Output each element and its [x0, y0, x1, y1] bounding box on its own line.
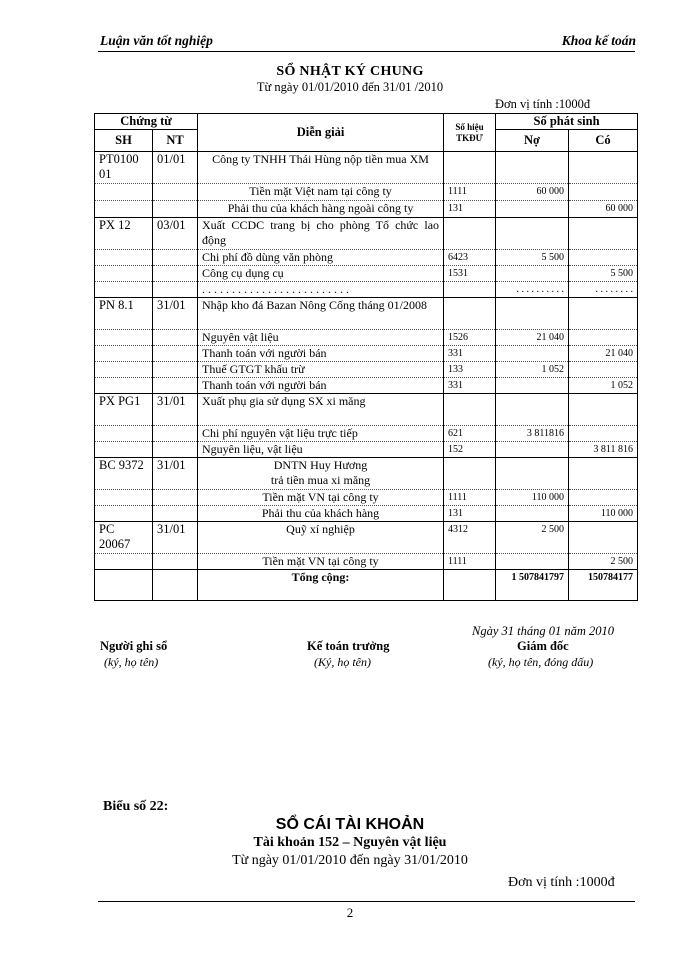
cell-desc: Chi phí đồ dùng văn phòng — [198, 250, 444, 266]
table-row — [95, 506, 638, 522]
journal-unit: Đơn vị tính :1000đ — [495, 97, 591, 111]
signer-note-recorder: (ký, họ tên) — [104, 655, 159, 669]
cell-acc: 133 — [444, 362, 496, 378]
signer-title-director: Giám đốc — [517, 639, 569, 653]
cell-desc-line2: trả tiền mua xi măng — [270, 473, 371, 487]
total-no: 1 507841797 — [496, 570, 569, 601]
table-row — [95, 426, 638, 442]
cell-no: 1 052 — [496, 362, 569, 378]
table-row — [95, 201, 638, 218]
journal-title: SỔ NHẬT KÝ CHUNG — [276, 64, 424, 79]
cell-co — [569, 490, 638, 506]
cell-acc — [444, 394, 496, 426]
cell-desc: Thuế GTGT khấu trừ — [198, 362, 444, 378]
cell-no — [496, 218, 569, 250]
table-row — [95, 184, 638, 201]
col-co: Có — [569, 130, 638, 152]
cell-acc: 1526 — [444, 330, 496, 346]
total-label: Tổng cộng: — [198, 570, 444, 601]
journal-period: Từ ngày 01/01/2010 đến 31/01 /2010 — [256, 80, 444, 94]
cell-no: 5 500 — [496, 250, 569, 266]
cell-nt: 31/01 — [153, 298, 198, 330]
cell-no: . . . . . . . . . . — [496, 282, 569, 298]
signer-note-chief-accountant: (Ký, họ tên) — [314, 655, 371, 669]
cell-desc: Tiền mặt VN tại công ty — [198, 490, 444, 506]
signer-title-recorder: Người ghi sổ — [100, 639, 168, 653]
cell-no: 21 040 — [496, 330, 569, 346]
cell-no — [496, 152, 569, 184]
cell-no — [496, 201, 569, 218]
cell-desc: Xuất CCDC trang bị cho phòng Tổ chức lao động — [198, 218, 444, 250]
cell-desc: Công cụ dụng cụ — [198, 266, 444, 282]
cell-no: 2 500 — [496, 522, 569, 554]
cell-acc: 1111 — [444, 184, 496, 201]
table-row — [95, 378, 638, 394]
cell-sh: PC 20067 — [95, 522, 153, 554]
cell-desc-line1: DNTN Huy Hương — [273, 458, 368, 472]
cell-acc: 6423 — [444, 250, 496, 266]
ledger-title: SỔ CÁI TÀI KHOẢN — [275, 816, 425, 833]
cell-acc: 4312 — [444, 522, 496, 554]
table-row — [95, 458, 638, 490]
cell-desc: Nhập kho đá Bazan Nông Cống tháng 01/2008 — [198, 298, 444, 330]
table-row — [95, 442, 638, 458]
cell-no — [496, 506, 569, 522]
cell-desc: Xuất phụ gia sử dụng SX xi măng — [198, 394, 444, 426]
table-row — [95, 298, 638, 330]
cell-co — [569, 362, 638, 378]
cell-acc — [444, 282, 496, 298]
cell-acc — [444, 152, 496, 184]
cell-co — [569, 458, 638, 490]
cell-co: 3 811 816 — [569, 442, 638, 458]
cell-co: 2 500 — [569, 554, 638, 570]
signer-title-chief-accountant: Kế toán trưởng — [307, 639, 390, 653]
cell-desc: Phải thu của khách hàng ngoài công ty — [198, 201, 444, 218]
cell-nt: 01/01 — [153, 152, 198, 184]
cell-sh: PX PG1 — [95, 394, 153, 426]
cell-acc — [444, 458, 496, 490]
cell-co — [569, 298, 638, 330]
page-number: 2 — [346, 905, 354, 920]
cell-acc: 131 — [444, 201, 496, 218]
header-rule — [98, 51, 635, 52]
cell-co — [569, 218, 638, 250]
table-row — [95, 282, 638, 298]
table-row — [95, 250, 638, 266]
cell-desc: Nguyên vật liệu — [198, 330, 444, 346]
cell-co: 1 052 — [569, 378, 638, 394]
cell-desc: Tiền mặt VN tại công ty — [198, 554, 444, 570]
cell-desc: Thanh toán với người bán — [198, 378, 444, 394]
cell-co — [569, 426, 638, 442]
cell-nt: 03/01 — [153, 218, 198, 250]
cell-desc: Nguyên liệu, vật liệu — [198, 442, 444, 458]
cell-co — [569, 330, 638, 346]
table-row — [95, 522, 638, 554]
cell-sh: PX 12 — [95, 218, 153, 250]
cell-acc: 621 — [444, 426, 496, 442]
ledger-period: Từ ngày 01/01/2010 đến ngày 31/01/2010 — [232, 853, 468, 868]
cell-no — [496, 458, 569, 490]
cell-desc: . . . . . . . . . . . . . . . . . . . . . . . . . — [198, 282, 444, 298]
cell-acc: 131 — [444, 506, 496, 522]
cell-desc: Thanh toán với người bán — [198, 346, 444, 362]
cell-acc — [444, 298, 496, 330]
table-row — [95, 218, 638, 250]
cell-co: 5 500 — [569, 266, 638, 282]
table-row — [95, 362, 638, 378]
cell-no — [496, 554, 569, 570]
cell-no: 110 000 — [496, 490, 569, 506]
cell-co: 21 040 — [569, 346, 638, 362]
table-row — [95, 266, 638, 282]
cell-co — [569, 250, 638, 266]
cell-desc: Phải thu của khách hàng — [198, 506, 444, 522]
cell-acc — [444, 218, 496, 250]
col-nt: NT — [153, 130, 198, 152]
journal-table — [94, 113, 638, 601]
cell-acc: 331 — [444, 346, 496, 362]
signer-note-director: (ký, họ tên, đóng dấu) — [488, 655, 594, 669]
cell-co — [569, 152, 638, 184]
col-so-hieu: Số hiệu TKĐƯ — [444, 114, 496, 152]
table-row — [95, 554, 638, 570]
table-row — [95, 330, 638, 346]
header-right: Khoa kế toán — [561, 33, 636, 48]
cell-acc: 1111 — [444, 490, 496, 506]
cell-sh: PT0100 01 — [95, 152, 153, 184]
cell-no: 3 811816 — [496, 426, 569, 442]
cell-nt: 31/01 — [153, 394, 198, 426]
cell-acc: 1111 — [444, 554, 496, 570]
cell-nt: 31/01 — [153, 458, 198, 490]
cell-co — [569, 522, 638, 554]
signature-date: Ngày 31 tháng 01 năm 2010 — [472, 624, 615, 638]
cell-no — [496, 346, 569, 362]
col-no: Nợ — [496, 130, 569, 152]
cell-acc: 331 — [444, 378, 496, 394]
cell-no — [496, 442, 569, 458]
cell-desc: Quỹ xí nghiệp — [198, 522, 444, 554]
ledger-unit: Đơn vị tính :1000đ — [508, 875, 615, 890]
cell-co — [569, 184, 638, 201]
cell-co: . . . . . . . . — [569, 282, 638, 298]
cell-desc — [198, 458, 444, 490]
col-chung-tu: Chứng từ — [95, 114, 198, 130]
cell-sh: BC 9372 — [95, 458, 153, 490]
footer-rule — [98, 901, 635, 902]
cell-desc: Tiền mặt Việt nam tại công ty — [198, 184, 444, 201]
total-row — [95, 570, 638, 601]
cell-acc: 1531 — [444, 266, 496, 282]
cell-nt: 31/01 — [153, 522, 198, 554]
table-row — [95, 346, 638, 362]
cell-co: 60 000 — [569, 201, 638, 218]
cell-no — [496, 394, 569, 426]
cell-no: 60 000 — [496, 184, 569, 201]
table-row — [95, 394, 638, 426]
col-dien-giai: Diễn giải — [198, 114, 444, 152]
header-left: Luận văn tốt nghiệp — [100, 33, 213, 48]
cell-co — [569, 394, 638, 426]
cell-desc: Chi phí nguyên vật liệu trực tiếp — [198, 426, 444, 442]
ledger-label: Biểu số 22: — [103, 799, 169, 814]
cell-acc: 152 — [444, 442, 496, 458]
ledger-account: Tài khoản 152 – Nguyên vật liệu — [253, 835, 447, 850]
cell-no — [496, 378, 569, 394]
table-row — [95, 152, 638, 184]
total-co: 150784177 — [569, 570, 638, 601]
cell-no — [496, 298, 569, 330]
cell-sh: PN 8.1 — [95, 298, 153, 330]
table-row — [95, 490, 638, 506]
col-sh: SH — [95, 130, 153, 152]
cell-co: 110 000 — [569, 506, 638, 522]
col-so-phat-sinh: Số phát sinh — [496, 114, 638, 130]
cell-no — [496, 266, 569, 282]
cell-desc: Công ty TNHH Thái Hùng nộp tiền mua XM — [198, 152, 444, 184]
